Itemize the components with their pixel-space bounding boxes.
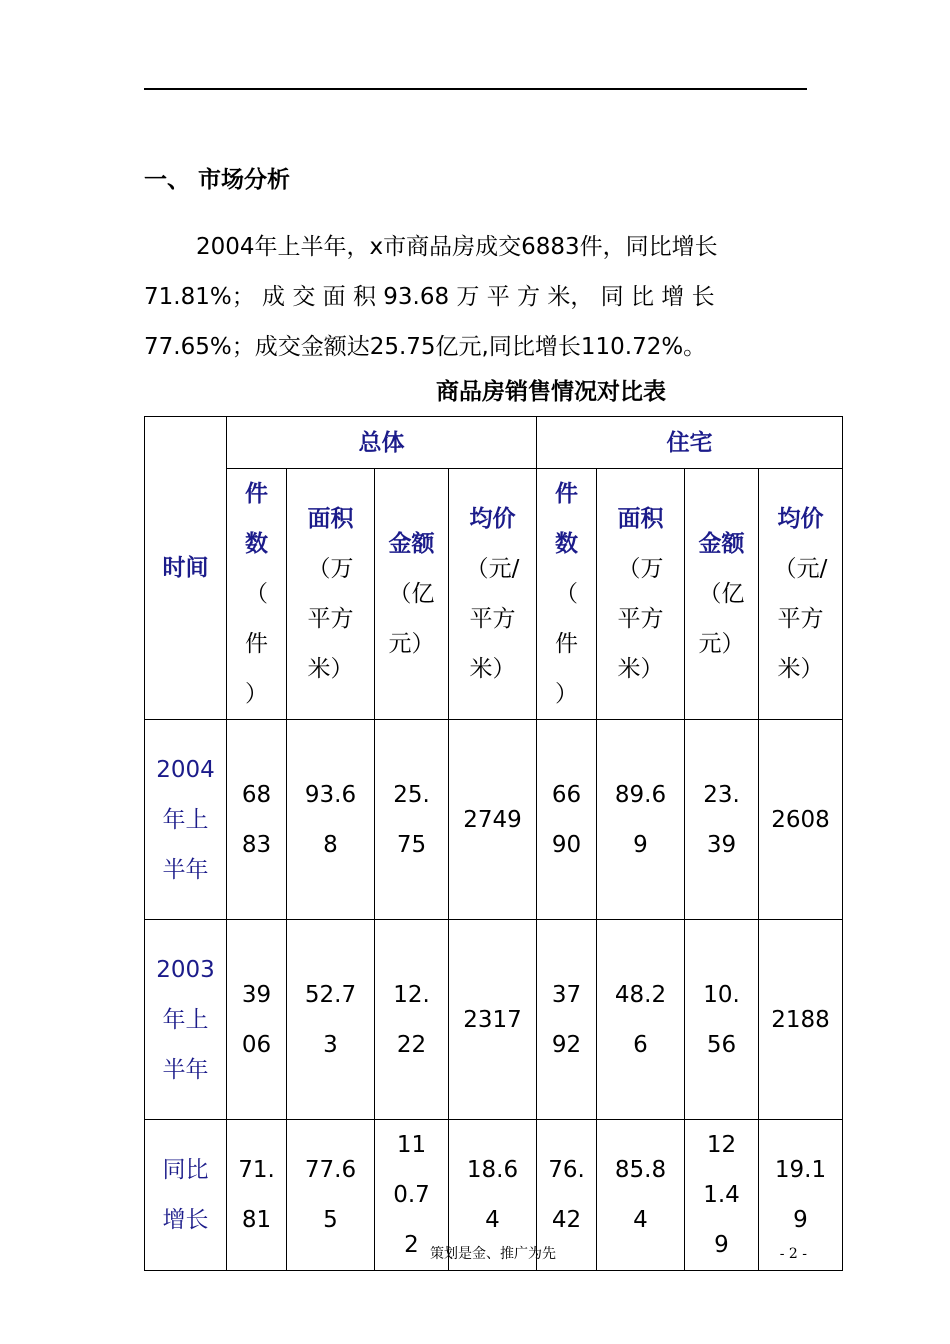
row-label: 2004年上半年 [156, 756, 215, 883]
cell-value: 2608 [771, 806, 830, 833]
column-unit: （件） [555, 581, 578, 707]
data-cell [449, 720, 537, 920]
column-title: 件数 [245, 481, 268, 557]
cell-value: 23.39 [703, 781, 740, 858]
table-row [145, 720, 843, 920]
cell-value: 52.73 [304, 981, 357, 1058]
data-cell [685, 720, 759, 920]
column-header [449, 469, 537, 720]
column-header [759, 469, 843, 720]
row-label: 2003年上半年 [156, 956, 215, 1083]
cell-value: 2317 [463, 1006, 522, 1033]
cell-value: 3792 [551, 981, 582, 1058]
data-cell [449, 920, 537, 1120]
header-rule [144, 88, 807, 90]
column-unit: （亿元） [388, 581, 435, 657]
column-title: 面积 [307, 506, 354, 532]
column-header [227, 469, 287, 720]
column-unit: （万平方米） [617, 556, 664, 682]
row-label: 同比增长 [162, 1157, 209, 1233]
sales-comparison-table [144, 416, 843, 1271]
column-unit: （元/平方米） [465, 556, 520, 682]
data-cell [759, 720, 843, 920]
column-title: 金额 [698, 531, 745, 557]
cell-value: 110.72 [393, 1132, 430, 1258]
column-title: 均价 [777, 506, 824, 532]
cell-value: 121.49 [703, 1132, 740, 1258]
data-cell [597, 720, 685, 920]
cell-value: 77.65 [304, 1157, 357, 1233]
column-unit: （件） [245, 581, 268, 707]
cell-value: 10.56 [703, 981, 740, 1058]
data-cell [375, 720, 449, 920]
cell-value: 6690 [551, 781, 582, 858]
column-header [597, 469, 685, 720]
section-heading: 一、 市场分析 [144, 167, 291, 193]
cell-value: 6883 [241, 781, 272, 858]
column-title: 均价 [469, 506, 516, 532]
data-cell [685, 920, 759, 1120]
cell-value: 18.64 [466, 1157, 519, 1233]
column-title: 面积 [617, 506, 664, 532]
time-header: 时间 [145, 417, 227, 720]
data-cell [287, 720, 375, 920]
column-unit: （万平方米） [307, 556, 354, 682]
table-row [145, 920, 843, 1120]
column-header [287, 469, 375, 720]
footer-slogan: 策划是金、推广为先 [430, 1246, 556, 1262]
row-label-cell [145, 720, 227, 920]
data-cell [597, 920, 685, 1120]
group-header-total: 总体 [227, 417, 537, 469]
cell-value: 93.68 [304, 781, 357, 858]
data-cell [375, 920, 449, 1120]
cell-value: 2188 [771, 1006, 830, 1033]
column-header [375, 469, 449, 720]
data-cell [287, 920, 375, 1120]
paragraph-line: 71.81%； 成 交 面 积 93.68 万 平 方 米， 同 比 增 长 [144, 284, 715, 310]
column-unit: （亿元） [698, 581, 745, 657]
data-cell [227, 720, 287, 920]
market-analysis-paragraph [144, 222, 807, 372]
cell-value: 85.84 [614, 1157, 667, 1233]
paragraph-line: 77.65%；成交金额达25.75亿元,同比增长110.72%。 [144, 334, 707, 360]
cell-value: 19.19 [774, 1157, 827, 1233]
column-header [537, 469, 597, 720]
column-header [685, 469, 759, 720]
data-cell [227, 920, 287, 1120]
data-cell [537, 720, 597, 920]
group-header-residential: 住宅 [537, 417, 843, 469]
column-title: 金额 [388, 531, 435, 557]
data-cell [759, 920, 843, 1120]
cell-value: 3906 [241, 981, 272, 1058]
column-unit: （元/平方米） [773, 556, 828, 682]
data-cell [537, 920, 597, 1120]
row-label-cell [145, 920, 227, 1120]
cell-value: 71.81 [238, 1157, 275, 1233]
cell-value: 25.75 [393, 781, 430, 858]
cell-value: 48.26 [614, 981, 667, 1058]
table-caption: 商品房销售情况对比表 [436, 379, 666, 405]
page-number: - 2 - [779, 1246, 807, 1262]
cell-value: 12.22 [393, 981, 430, 1058]
cell-value: 2749 [463, 806, 522, 833]
column-title: 件数 [555, 481, 578, 557]
cell-value: 89.69 [614, 781, 667, 858]
cell-value: 76.42 [548, 1157, 585, 1233]
paragraph-line: 2004年上半年，x市商品房成交6883件，同比增长 [196, 234, 718, 260]
